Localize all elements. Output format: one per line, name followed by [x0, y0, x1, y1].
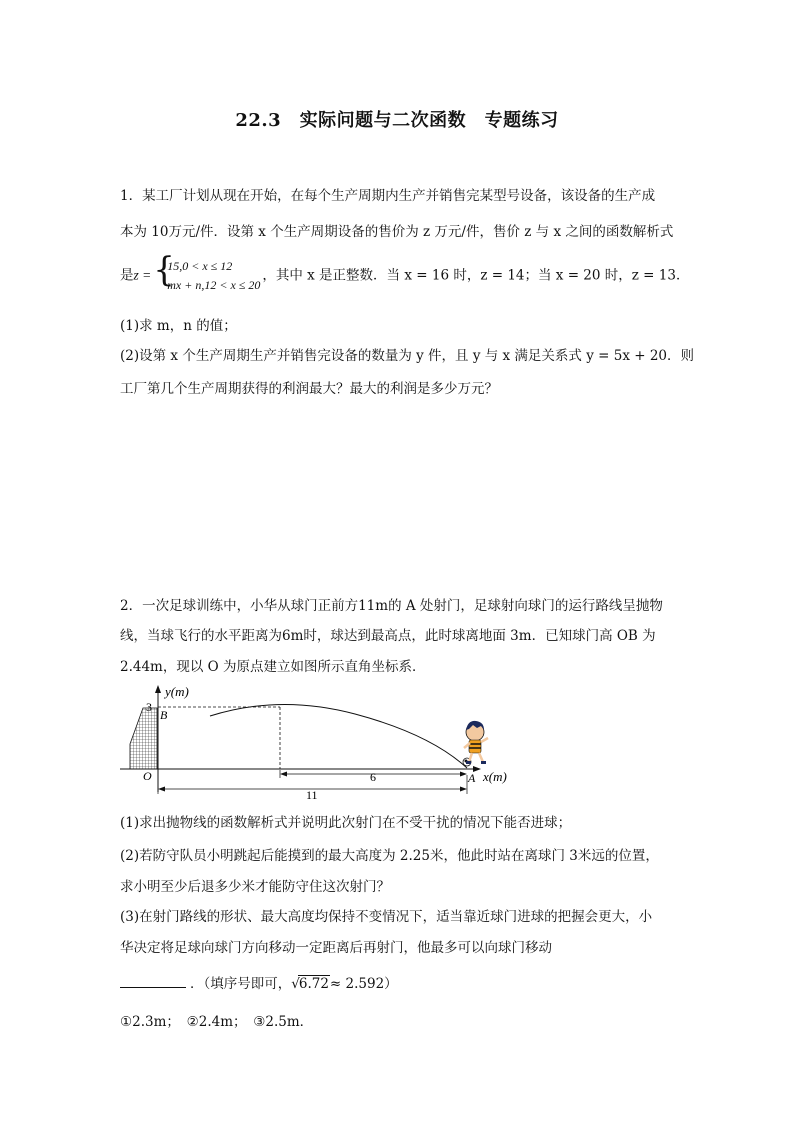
q2-part-1: (1)求出抛物线的函数解析式并说明此次射门在不受干扰的情况下能否进球；	[120, 815, 572, 831]
q2-part-3-line-1: (3)在射门路线的形状、最大高度均保持不变情况下，适当靠近球门进球的把握会更大，小	[120, 909, 653, 925]
goal-net	[130, 708, 157, 769]
q2-part-2-line-2: 求小明至少后退多少米才能防守住这次射门？	[120, 879, 390, 895]
q1-part-1: (1)求 m，n 的值；	[120, 318, 237, 334]
x-axis-label: x(m)	[483, 769, 507, 784]
answer-blank[interactable]	[120, 986, 186, 988]
sqrt-operand: 6.72	[298, 976, 329, 992]
q2-line-2: 线，当球飞行的水平距离为6m时，球达到最高点，此时球离地面 3m．已知球门高 OB 为	[120, 628, 656, 644]
q1-part-2-line-2: 工厂第几个生产周期获得的利润最大？最大的利润是多少万元？	[120, 381, 498, 397]
q2-line-1: 2．一次足球训练中，小华从球门正前方11m的 A 处射门，足球射向球门的运行路线呈抛物	[120, 598, 663, 614]
y-tick-label: 3	[146, 700, 152, 714]
dim-label-6: 6	[370, 770, 376, 784]
hint-suffix: ≈ 2.592）	[329, 976, 398, 992]
player-icon	[464, 721, 488, 764]
dim-label-11: 11	[306, 788, 318, 800]
q2-part-3-line-2: 华决定将足球向球门方向移动一定距离后再射门，他最多可以向球门移动	[120, 940, 552, 956]
y-axis-label: y(m)	[165, 684, 189, 699]
piecewise-function	[153, 250, 261, 295]
page-title: 22.3 实际问题与二次函数 专题练习	[235, 110, 559, 131]
ball-trajectory-parabola	[210, 704, 467, 768]
point-a-label: A	[468, 771, 476, 785]
q1-line-3	[120, 250, 690, 295]
q1-part-2-line-1: (2)设第 x 个生产周期生产并销售完设备的数量为 y 件，且 y 与 x 满足关系式 y = 5x + 20．则	[120, 348, 695, 364]
q1-line-1: 1．某工厂计划从现在开始，在每个生产周期内生产并销售完某型号设备，该设备的生产成	[120, 188, 656, 204]
q2-line-3: 2.44m，现以 O 为原点建立如图所示直角坐标系．	[120, 659, 426, 675]
q1-function-lhs: z =	[133, 267, 152, 283]
q1-line-3-suffix: ，其中 x 是正整数．当 x = 16 时，z = 14；当 x = 20 时，z = 13．	[262, 267, 690, 284]
origin-label: O	[143, 769, 152, 783]
q1-line-3-prefix: 是	[120, 267, 134, 284]
hint-prefix: ．（填序号即可，	[190, 976, 292, 992]
q2-answer-line: ．（填序号即可，√6.72≈ 2.592）	[120, 972, 398, 992]
brace-symbol: {	[153, 250, 175, 290]
piecewise-case-2: mx + n,12 < x ≤ 20	[167, 278, 261, 292]
y-axis-arrow	[155, 685, 161, 693]
q2-choices: ①2.3m； ②2.4m； ③2.5m．	[120, 1014, 314, 1030]
q1-line-2: 本为 10万元/件．设第 x 个生产周期设备的售价为 z 万元/件，售价 z 与 x 之间的函数解析式	[120, 224, 674, 240]
point-b-label: B	[160, 708, 168, 722]
piecewise-case-1: 15,0 < x ≤ 12	[167, 259, 233, 273]
soccer-coordinate-figure	[115, 682, 525, 800]
q2-part-2-line-1: (2)若防守队员小明跳起后能摸到的最大高度为 2.25米，他此时站在离球门 3米远的位置，	[120, 848, 659, 864]
